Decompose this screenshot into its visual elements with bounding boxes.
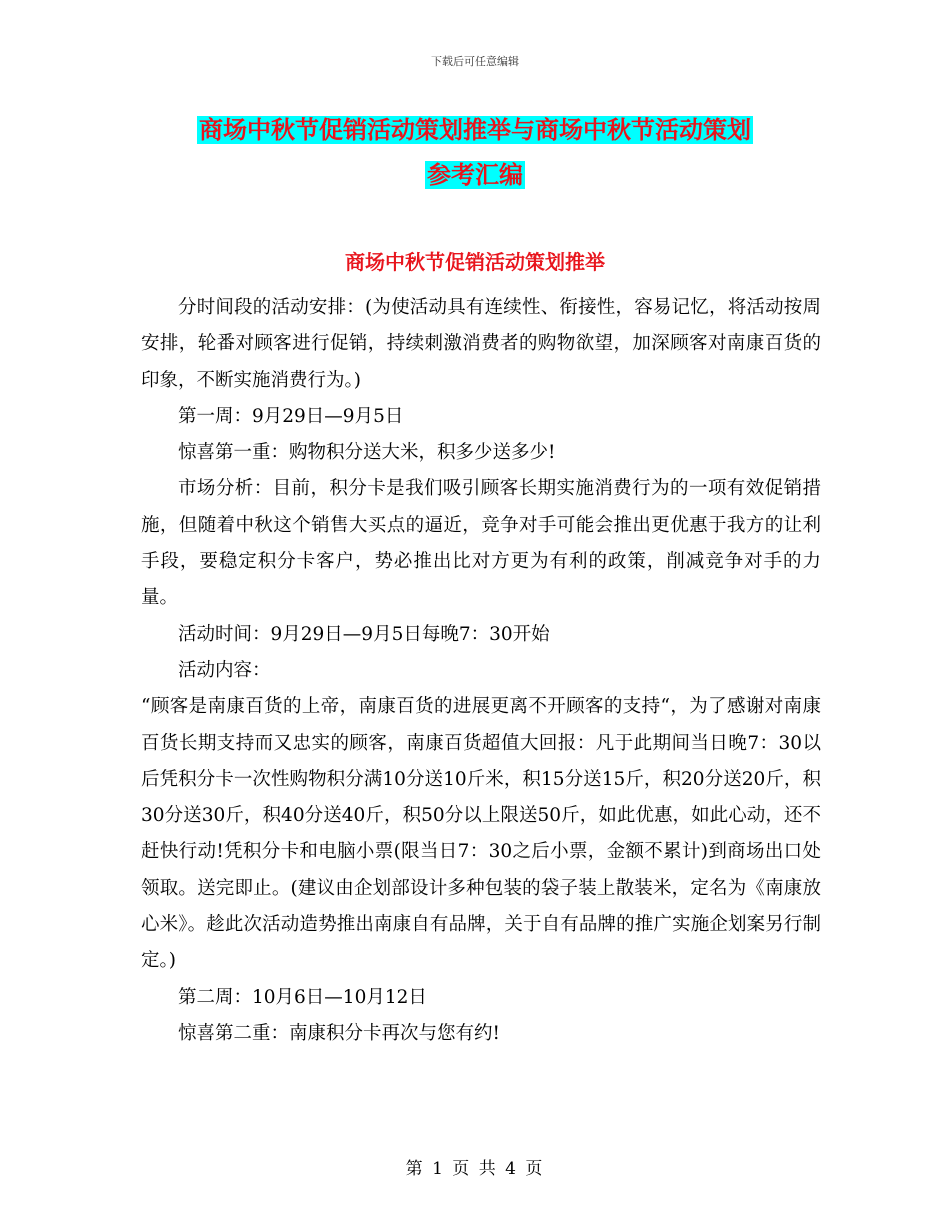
document-title-line-1 [0, 113, 950, 147]
document-body [141, 290, 821, 1052]
paragraph: 分时间段的活动安排：(为使活动具有连续性、衔接性，容易记忆，将活动按周安排，轮番对顾客进行促销，持续刺激消费者的购物欲望，加深顾客对南康百货的印象，不断实施消费行为。) [141, 297, 821, 391]
paragraph: “顾客是南康百货的上帝，南康百货的进展更离不开顾客的支持“，为了感谢对南康百货长期支持而又忠实的顾客，南康百货超值大回报：凡于此期间当日晚7：30以后凭积分卡一次性购物积分满10分送10斤米，积15分送15斤，积20分送20斤，积30分送30斤，积40分送40斤，积50分以上限送50斤，如此优惠，如此心动，还不赶快行动!凭积分卡和电脑小票(限当日7：30之后小票，金额不累计)到商场出口处领取。送完即止。(建议由企划部设计多种包装的袋子装上散装米，定名为《南康放心米》。趁此次活动造势推出南康自有品牌，关于自有品牌的推广实施企划案另行制定。) [141, 696, 821, 972]
paragraph: 市场分析：目前，积分卡是我们吸引顾客长期实施消费行为的一项有效促销措施，但随着中秋这个销售大买点的逼近，竞争对手可能会推出更优惠于我方的让利手段，要稳定积分卡客户，势必推出比对方更为有利的政策，削减竞争对手的力量。 [141, 478, 821, 609]
paragraph: 活动内容： [178, 659, 271, 681]
paragraph: 第一周：9月29日—9月5日 [178, 405, 404, 427]
header-note: 下载后可任意编辑 [431, 55, 519, 68]
paragraph: 活动时间：9月29日—9月5日每晚7：30开始 [178, 623, 550, 645]
document-title-line-2 [0, 158, 950, 192]
page-footer: 第 1 页 共 4 页 [405, 1159, 545, 1179]
paragraph: 第二周：10月6日—10月12日 [178, 986, 427, 1008]
section-title: 商场中秋节促销活动策划推举 [345, 250, 605, 274]
document-title-text-2: 参考汇编 [427, 161, 523, 189]
paragraph: 惊喜第一重：购物积分送大米，积多少送多少! [178, 442, 556, 464]
paragraph: 惊喜第二重：南康积分卡再次与您有约! [178, 1022, 500, 1044]
document-title-text-1: 商场中秋节促销活动策划推举与商场中秋节活动策划 [199, 116, 751, 144]
